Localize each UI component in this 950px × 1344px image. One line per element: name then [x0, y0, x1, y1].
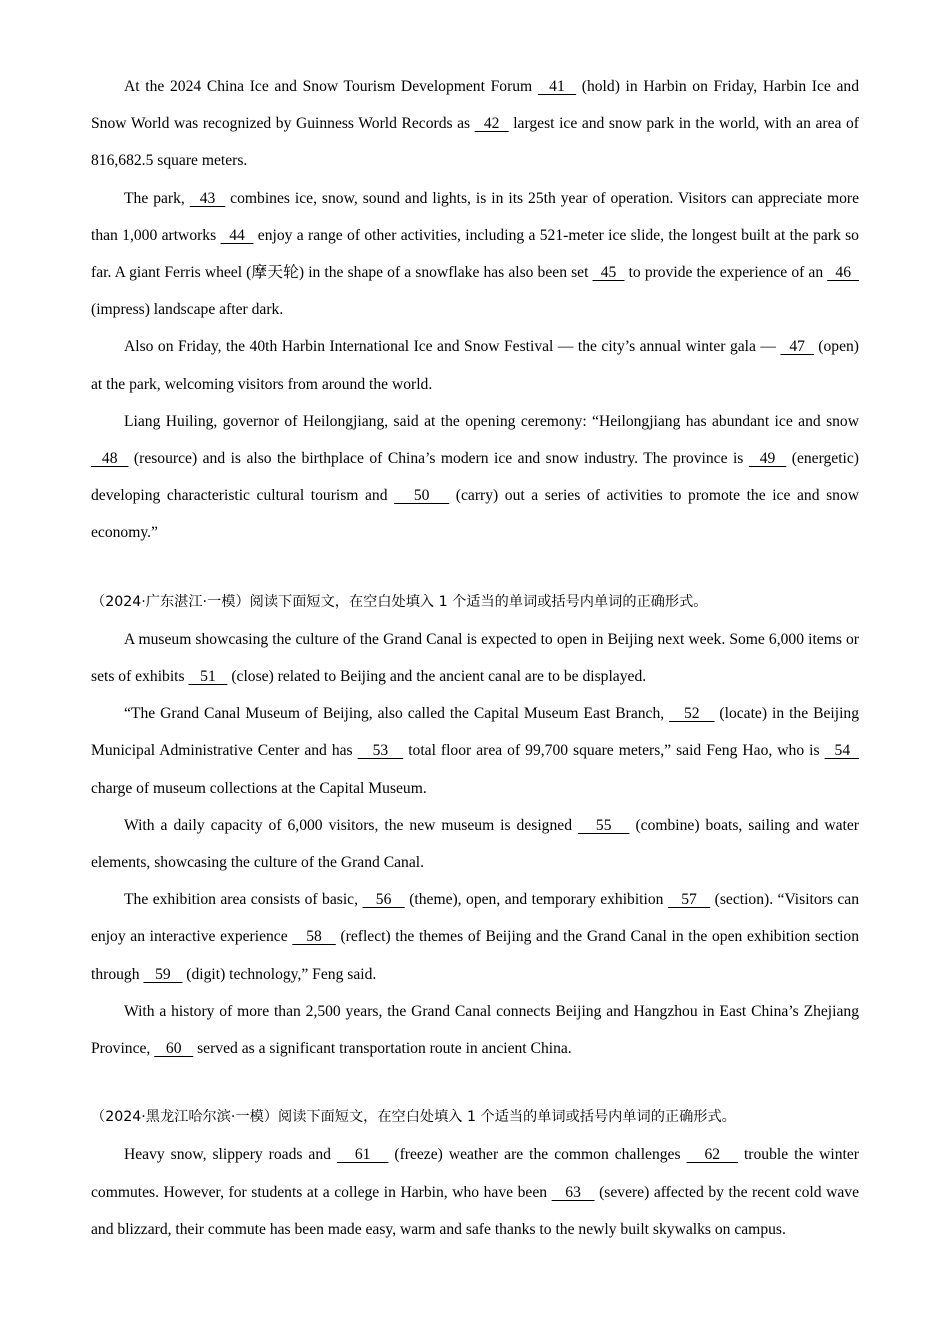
- answer-blank[interactable]: 49: [748, 450, 787, 468]
- answer-blank[interactable]: 58: [292, 928, 336, 946]
- paragraph: [91, 807, 859, 881]
- text-run: “The Grand Canal Museum of Beijing, also called the Capital Museum East Branch,: [124, 705, 670, 723]
- text-run: (resource) and is also the birthplace of China’s modern ice and snow industry. The province is: [128, 450, 749, 468]
- answer-blank[interactable]: 55: [577, 816, 630, 834]
- text-run: Heavy snow, slippery roads and: [124, 1146, 337, 1164]
- paragraph: [91, 695, 859, 807]
- passage-2: [91, 621, 859, 1067]
- answer-blank[interactable]: 59: [143, 965, 183, 983]
- passage-2-heading: （2024·广东湛江·一模）阅读下面短文，在空白处填入 1 个适当的单词或括号内单词的正确形式。: [91, 593, 708, 610]
- text-run: (severe) affected by the recent cold wave and blizzard, their commute has been made easy, warm and safe thanks to the newly built skywalks on campus.: [91, 1183, 860, 1238]
- text-run: (open) at the park, welcoming visitors from around the world.: [91, 338, 859, 393]
- answer-blank[interactable]: 63: [551, 1183, 595, 1201]
- answer-blank[interactable]: 52: [669, 705, 715, 723]
- answer-blank[interactable]: 56: [362, 891, 405, 909]
- text-run: trouble the winter commutes. However, for students at a college in Harbin, who have been: [91, 1146, 859, 1201]
- answer-blank[interactable]: 57: [667, 891, 711, 909]
- answer-blank[interactable]: 46: [827, 264, 859, 282]
- text-run: (carry) out a series of activities to promote the ice and snow economy.”: [91, 487, 859, 542]
- text-run: charge of museum collections at the Capital Museum.: [91, 779, 427, 797]
- text-run: (digit) technology,” Feng said.: [182, 965, 377, 983]
- answer-blank[interactable]: 60: [154, 1040, 194, 1058]
- text-run: served as a significant transportation route in ancient China.: [193, 1040, 572, 1058]
- text-run: At the 2024 China Ice and Snow Tourism Development Forum: [124, 78, 538, 95]
- text-run: (locate) in the Beijing Municipal Administrative Center and has: [91, 705, 860, 760]
- text-run: largest ice and snow park in the world, with an area of 816,682.5 square meters.: [91, 115, 860, 170]
- text-run: (close) related to Beijing and the ancient canal are to be displayed.: [227, 668, 647, 686]
- text-run: (impress) landscape after dark.: [91, 301, 284, 319]
- text-run: (freeze) weather are the common challenges: [388, 1146, 687, 1164]
- text-run: (section). “Visitors can enjoy an interactive experience: [91, 891, 860, 946]
- spacer: [91, 552, 859, 584]
- text-run: (hold) in Harbin on Friday, Harbin Ice and Snow World was recognized by Guinness World Records as: [91, 78, 859, 133]
- answer-blank[interactable]: 42: [474, 115, 509, 133]
- answer-blank[interactable]: 62: [686, 1146, 738, 1164]
- paragraph: [91, 68, 859, 180]
- paragraph: [91, 993, 859, 1067]
- text-run: With a history of more than 2,500 years, the Grand Canal connects Beijing and Hangzhou in East China’s Zhejiang Province,: [91, 1002, 859, 1058]
- text-run: Also on Friday, the 40th Harbin International Ice and Snow Festival — the city’s annual winter gala —: [124, 338, 781, 356]
- paragraph: [91, 621, 859, 695]
- text-run: (combine) boats, sailing and water elements, showcasing the culture of the Grand Canal.: [91, 816, 859, 872]
- paragraph: [91, 403, 859, 552]
- answer-blank[interactable]: 53: [357, 742, 404, 760]
- passage-1: [91, 68, 859, 552]
- text-run: to provide the experience of an: [624, 264, 828, 282]
- passage-3-heading: （2024·黑龙江哈尔滨·一模）阅读下面短文，在空白处填入 1 个适当的单词或括号内单词的正确形式。: [91, 1109, 736, 1126]
- text-run: (energetic) developing characteristic cultural tourism and: [91, 450, 860, 505]
- text-run: Liang Huiling, governor of Heilongjiang, said at the opening ceremony: “Heilongjiang has abundant ice and snow: [124, 412, 859, 430]
- paragraph: [91, 180, 859, 329]
- text-run: total floor area of 99,700 square meters,” said Feng Hao, who is: [403, 742, 825, 760]
- answer-blank[interactable]: 45: [592, 264, 625, 282]
- answer-blank[interactable]: 43: [189, 189, 226, 207]
- text-run: The exhibition area consists of basic,: [124, 891, 363, 909]
- answer-blank[interactable]: 50: [394, 487, 450, 505]
- text-run: The park,: [124, 189, 190, 207]
- text-run: (reflect) the themes of Beijing and the Grand Canal in the open exhibition section through: [91, 928, 860, 983]
- text-run: A museum showcasing the culture of the Grand Canal is expected to open in Beijing next week. Some 6,000 items or sets of exhibits: [91, 630, 859, 686]
- text-run: (theme), open, and temporary exhibition: [404, 891, 668, 909]
- answer-blank[interactable]: 61: [336, 1146, 389, 1164]
- answer-blank[interactable]: 51: [188, 668, 228, 686]
- answer-blank[interactable]: 47: [780, 338, 814, 356]
- paragraph: [91, 328, 859, 402]
- passage-3: [91, 1136, 859, 1248]
- paragraph: [91, 881, 859, 993]
- spacer: [91, 1067, 859, 1099]
- answer-blank[interactable]: 41: [537, 78, 577, 95]
- document-page: [91, 68, 859, 1248]
- answer-blank[interactable]: 54: [824, 742, 860, 760]
- text-run: With a daily capacity of 6,000 visitors, the new museum is designed: [124, 816, 578, 834]
- text-run: combines ice, snow, sound and lights, is in its 25th year of operation. Visitors can appreciate more than 1,000 artworks: [91, 189, 860, 244]
- answer-blank[interactable]: 48: [91, 450, 129, 468]
- answer-blank[interactable]: 44: [220, 226, 254, 244]
- text-run: enjoy a range of other activities, including a 521-meter ice slide, the longest built at the park so far. A giant Ferris wheel (摩天轮) in the shape of a snowflake has also been set: [91, 226, 859, 282]
- paragraph: [91, 1136, 859, 1248]
